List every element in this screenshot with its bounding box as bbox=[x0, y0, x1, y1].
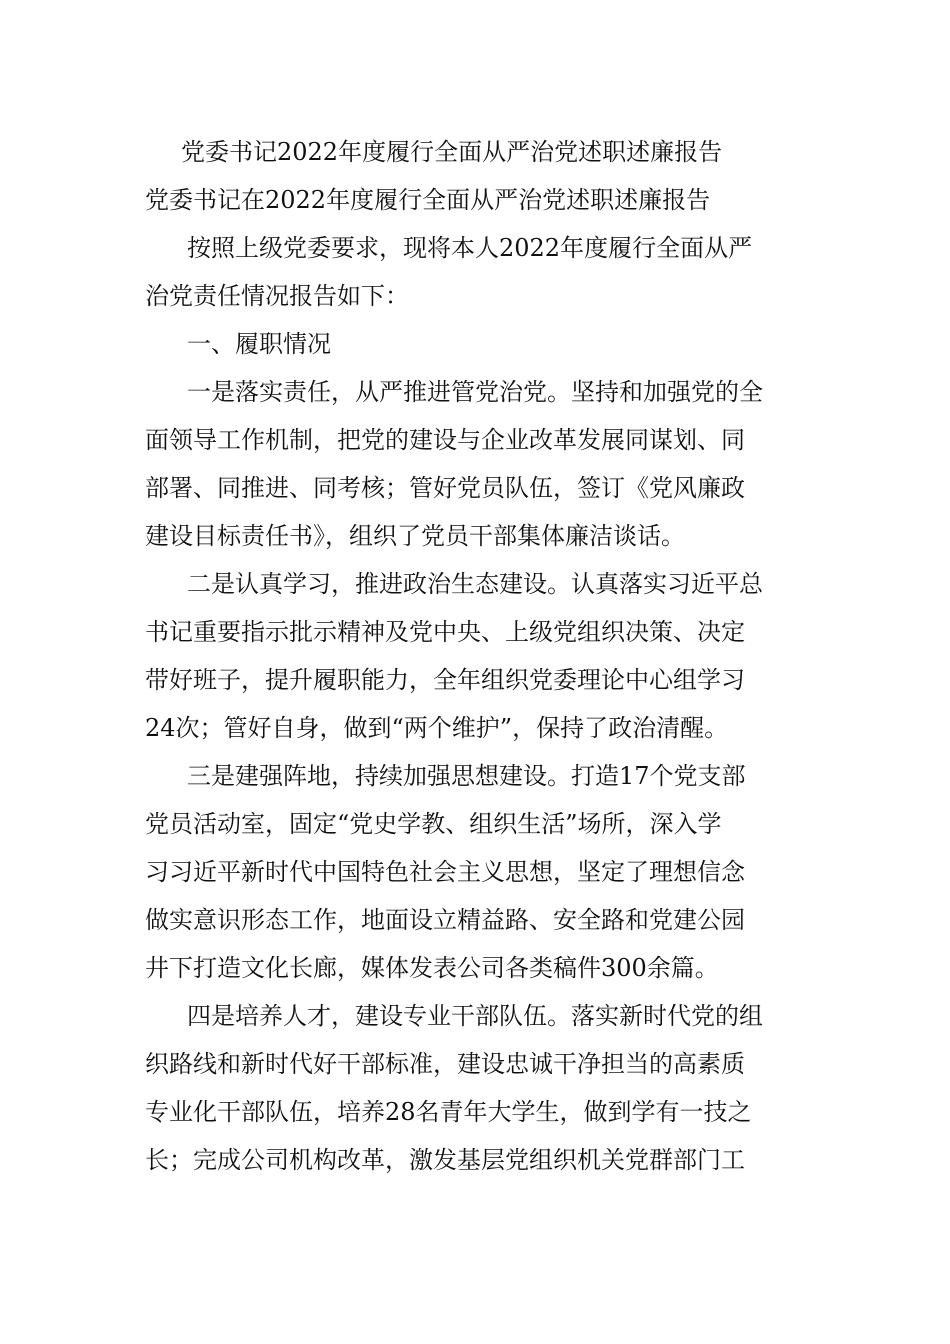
paragraph-line: 四是培养人才，建设专业干部队伍。落实新时代党的组 bbox=[187, 1002, 763, 1030]
paragraph-line: 书记重要指示批示精神及党中央、上级党组织决策、决定 bbox=[145, 618, 745, 646]
paragraph-line: 二是认真学习，推进政治生态建设。认真落实习近平总 bbox=[187, 570, 763, 598]
paragraph-line: 面领导工作机制，把党的建设与企业改革发展同谋划、同 bbox=[145, 426, 745, 454]
document-title: 党委书记2022年度履行全面从严治党述职述廉报告 bbox=[181, 138, 723, 166]
section-heading: 一、履职情况 bbox=[187, 330, 331, 358]
document-subtitle: 党委书记在2022年度履行全面从严治党述职述廉报告 bbox=[145, 186, 711, 214]
paragraph-line: 专业化干部队伍，培养28名青年大学生，做到学有一技之 bbox=[145, 1098, 752, 1126]
paragraph-line: 织路线和新时代好干部标准，建设忠诚干净担当的高素质 bbox=[145, 1050, 745, 1078]
paragraph-line: 做实意识形态工作，地面设立精益路、安全路和党建公园 bbox=[145, 906, 745, 934]
paragraph-line: 24次；管好自身，做到“两个维护”，保持了政治清醒。 bbox=[145, 714, 729, 742]
paragraph-line: 习习近平新时代中国特色社会主义思想，坚定了理想信念 bbox=[145, 858, 745, 886]
paragraph-line: 按照上级党委要求，现将本人2022年度履行全面从严 bbox=[187, 234, 753, 262]
paragraph-line: 带好班子，提升履职能力，全年组织党委理论中心组学习 bbox=[145, 666, 745, 694]
paragraph-line: 一是落实责任，从严推进管党治党。坚持和加强党的全 bbox=[187, 378, 763, 406]
paragraph-line: 部署、同推进、同考核；管好党员队伍，签订《党风廉政 bbox=[145, 474, 745, 502]
paragraph-line: 治党责任情况报告如下： bbox=[145, 282, 409, 310]
paragraph-line: 党员活动室，固定“党史学教、组织生活”场所，深入学 bbox=[145, 810, 722, 838]
paragraph-line: 井下打造文化长廊，媒体发表公司各类稿件300余篇。 bbox=[145, 954, 719, 982]
document-body bbox=[145, 128, 807, 1184]
paragraph-line: 建设目标责任书》，组织了党员干部集体廉洁谈话。 bbox=[145, 522, 685, 550]
paragraph-line: 三是建强阵地，持续加强思想建设。打造17个党支部 bbox=[187, 762, 746, 790]
paragraph-line: 长；完成公司机构改革，激发基层党组织机关党群部门工 bbox=[145, 1146, 745, 1174]
